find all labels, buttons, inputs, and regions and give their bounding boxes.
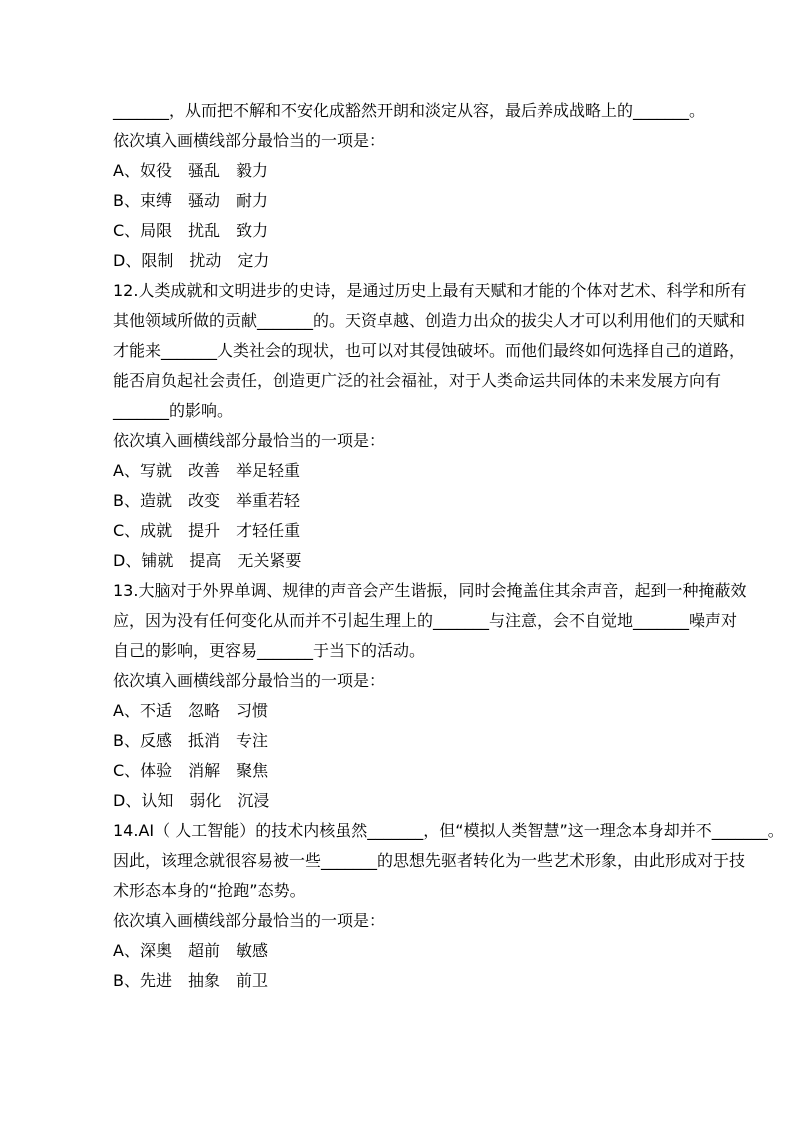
question-14-stem-line-1: 14.AI（ 人工智能）的技术内核虽然_______，但“模拟人类智慧”这一理念本身却并不_______。 [113, 821, 784, 840]
question-1-prompt: 依次填入画横线部分最恰当的一项是： [113, 131, 386, 150]
question-12-stem-line-2: 其他领域所做的贡献_______的。天资卓越、创造力出众的拔尖人才可以利用他们的天赋和 [113, 311, 746, 330]
question-12-stem-line-3: 才能来_______人类社会的现状，也可以对其侵蚀破坏。而他们最终如何选择自己的道路， [113, 341, 746, 360]
question-13-option-c: C、体验 消解 聚焦 [113, 761, 269, 780]
question-13-stem-line-2: 应，因为没有任何变化从而并不引起生理上的_______与注意，会不自觉地_______噪声对 [113, 611, 738, 630]
question-12-stem-line-1: 12.人类成就和文明进步的史诗，是通过历史上最有天赋和才能的个体对艺术、科学和所有 [113, 281, 747, 300]
question-14-option-a: A、深奥 超前 敏感 [113, 941, 268, 960]
question-block-14 [113, 816, 784, 996]
question-14-stem-line-3: 术形态本身的“抢跑”态势。 [113, 881, 306, 900]
question-1-option-d: D、限制 扰动 定力 [113, 251, 270, 270]
question-1-stem-line-1: _______，从而把不解和不安化成豁然开朗和淡定从容，最后养成战略上的_______。 [113, 101, 706, 120]
question-12-stem-line-5: _______的影响。 [113, 401, 234, 420]
question-13-option-b: B、反感 抵消 专注 [113, 731, 268, 750]
question-13-prompt: 依次填入画横线部分最恰当的一项是： [113, 671, 386, 690]
question-12-option-c: C、成就 提升 才轻任重 [113, 521, 301, 540]
question-13-option-d: D、认知 弱化 沉浸 [113, 791, 270, 810]
question-12-option-d: D、铺就 提高 无关紧要 [113, 551, 302, 570]
question-1-option-b: B、束缚 骚动 耐力 [113, 191, 268, 210]
question-13-stem-line-3: 自己的影响，更容易_______于当下的活动。 [113, 641, 426, 660]
question-block-13 [113, 576, 754, 816]
question-1-option-c: C、局限 扰乱 致力 [113, 221, 269, 240]
question-13-stem-line-1: 13.大脑对于外界单调、规律的声音会产生谐振，同时会掩盖住其余声音，起到一种掩蔽效 [113, 581, 747, 600]
question-14-stem-line-2: 因此，该理念就很容易被一些_______的思想先驱者转化为一些艺术形象，由此形成对于技 [113, 851, 746, 870]
question-1-option-a: A、奴役 骚乱 毅力 [113, 161, 268, 180]
question-12-option-a: A、写就 改善 举足轻重 [113, 461, 300, 480]
question-12-stem-line-4: 能否肩负起社会责任，创造更广泛的社会福祉，对于人类命运共同体的未来发展方向有 [113, 371, 722, 390]
question-12-option-b: B、造就 改变 举重若轻 [113, 491, 300, 510]
question-14-prompt: 依次填入画横线部分最恰当的一项是： [113, 911, 386, 930]
question-block-12 [113, 276, 754, 576]
question-14-option-b: B、先进 抽象 前卫 [113, 971, 268, 990]
question-13-option-a: A、不适 忽略 习惯 [113, 701, 268, 720]
question-12-prompt: 依次填入画横线部分最恰当的一项是： [113, 431, 386, 450]
question-block-1 [113, 96, 754, 276]
